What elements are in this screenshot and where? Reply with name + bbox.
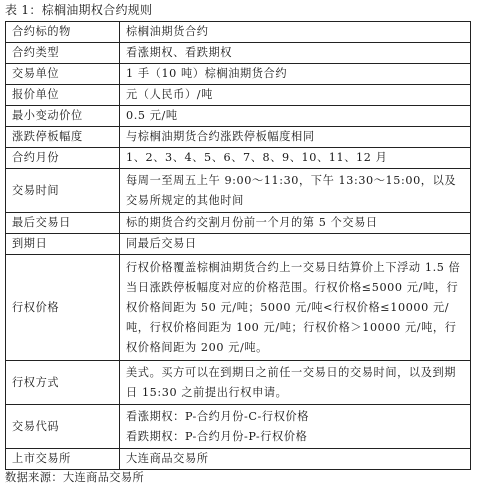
row-value: 元（人民币）/吨 [120,85,471,106]
trade-code-call: 看涨期权：P-合约月份-C-行权价格 [126,409,310,423]
row-value: 美式。买方可以在到期日之前任一交易日的交易时间，以及到期日 15:30 之前提出行权申请。 [120,361,471,405]
row-label: 交易时间 [6,169,120,213]
table-caption: 表 1：棕榈油期权合约规则 [5,3,153,17]
trade-code-put: 看跌期权：P-合约月份-P-行权价格 [126,429,308,443]
table-row [6,127,471,148]
row-label: 合约月份 [6,148,120,169]
row-value: 1、2、3、4、5、6、7、8、9、10、11、12 月 [120,148,471,169]
row-value: 大连商品交易所 [120,449,471,470]
row-label: 交易单位 [6,64,120,85]
table-row [6,255,471,361]
row-value: 0.5 元/吨 [120,106,471,127]
table-row [6,106,471,127]
table-row [6,22,471,43]
row-label: 上市交易所 [6,449,120,470]
row-label: 最后交易日 [6,213,120,234]
row-label: 行权价格 [6,255,120,361]
table-row [6,234,471,255]
row-value [120,405,471,449]
table-row [6,85,471,106]
table-row [6,361,471,405]
table-row [6,43,471,64]
row-value: 1 手（10 吨）棕榈油期货合约 [120,64,471,85]
row-value: 行权价格覆盖棕榈油期货合约上一交易日结算价上下浮动 1.5 倍当日涨跌停板幅度对应的价格范围。行权价格≤5000 元/吨，行权价格间距为 50 元/吨；5000 元/吨<行权价格≤10000 元/吨，行权价格间距为 100 元/吨；行权价格＞10000 元/吨，行权价格间距为 200 元/吨。 [120,255,471,361]
row-value: 同最后交易日 [120,234,471,255]
row-label: 交易代码 [6,405,120,449]
table-row [6,449,471,470]
row-label: 报价单位 [6,85,120,106]
row-label: 行权方式 [6,361,120,405]
row-value: 标的期货合约交割月份前一个月的第 5 个交易日 [120,213,471,234]
row-value: 与棕榈油期货合约涨跌停板幅度相同 [120,127,471,148]
row-label: 到期日 [6,234,120,255]
table-row [6,405,471,449]
row-label: 涨跌停板幅度 [6,127,120,148]
table-row [6,213,471,234]
row-value: 棕榈油期货合约 [120,22,471,43]
row-label: 最小变动价位 [6,106,120,127]
table-row [6,64,471,85]
data-source-note: 数据来源：大连商品交易所 [5,471,145,484]
row-value: 看涨期权、看跌期权 [120,43,471,64]
row-label: 合约标的物 [6,22,120,43]
contract-spec-table [5,21,471,470]
row-label: 合约类型 [6,43,120,64]
table-row [6,148,471,169]
table-row [6,169,471,213]
row-value: 每周一至周五上午 9:00～11:30，下午 13:30～15:00，以及交易所规定的其他时间 [120,169,471,213]
